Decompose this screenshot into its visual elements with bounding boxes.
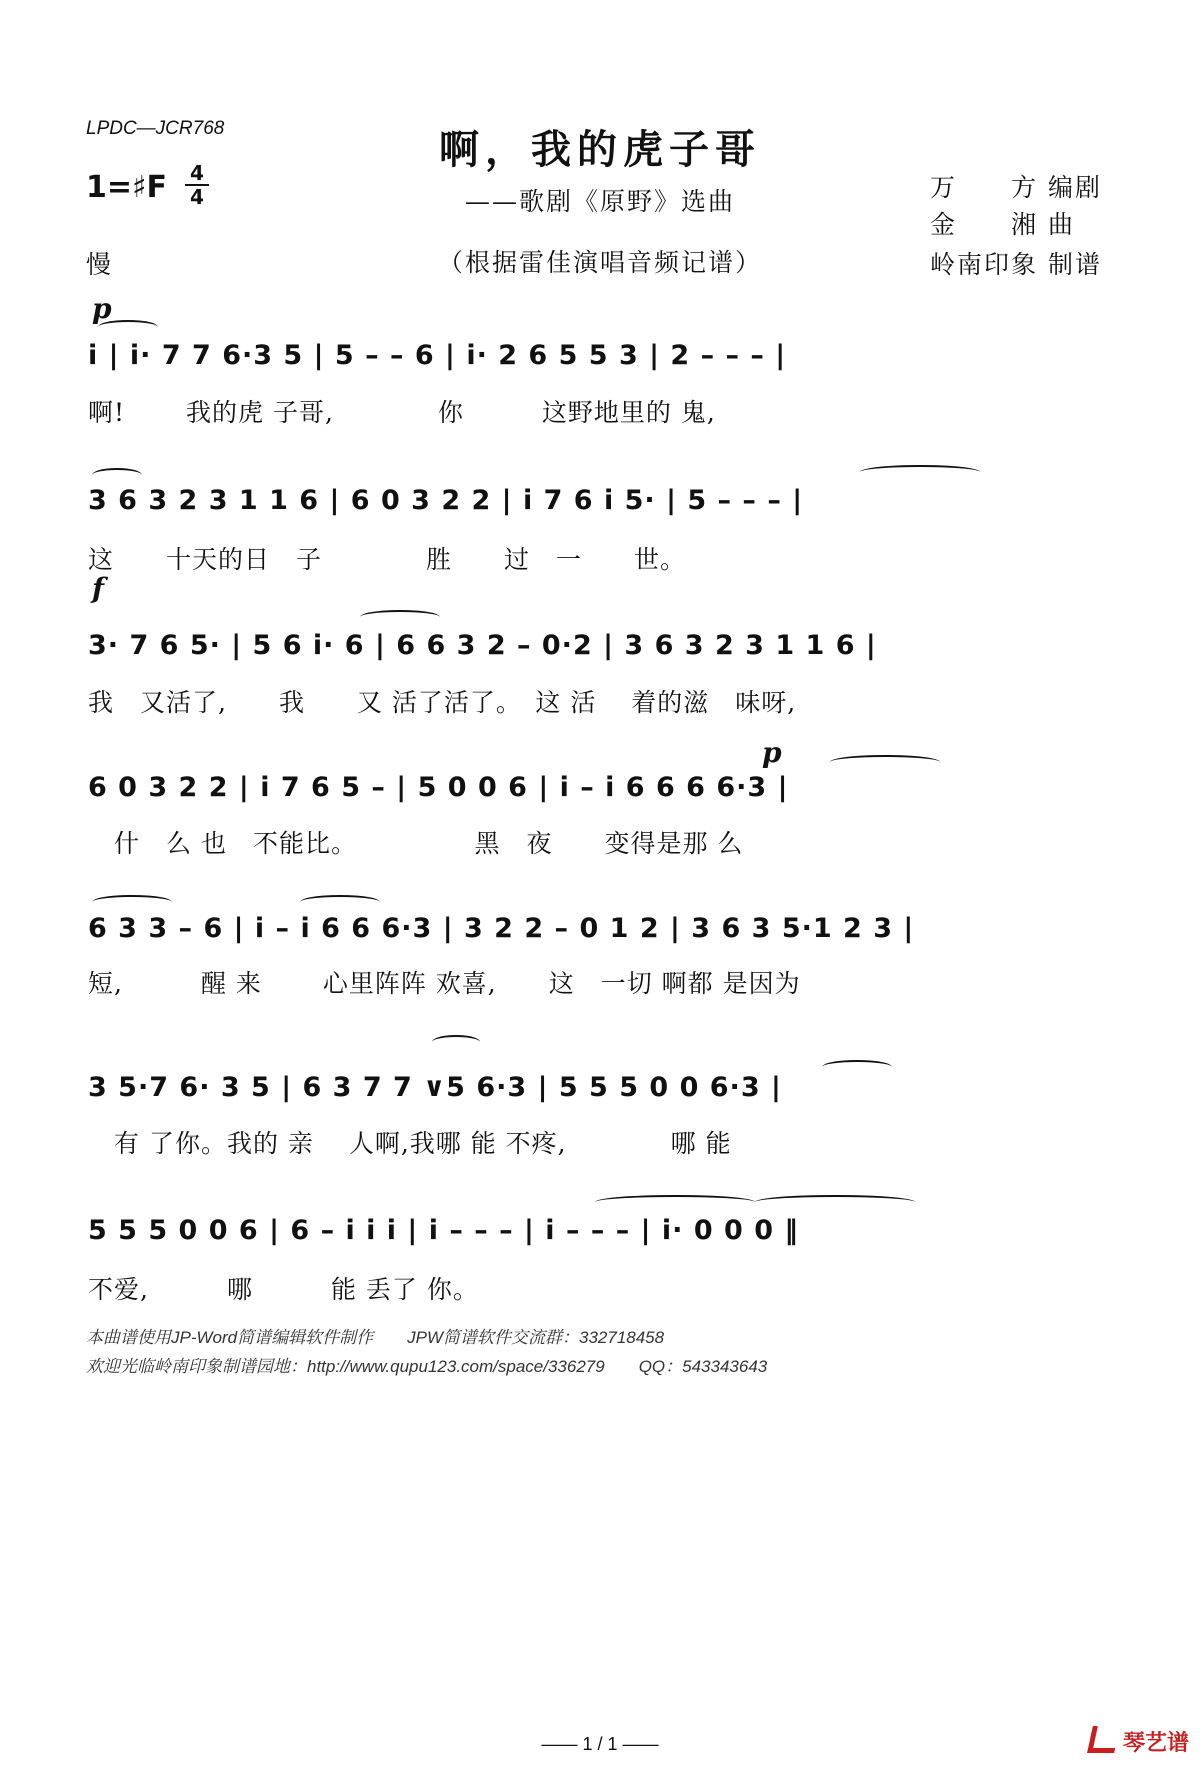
notation-line: 5 5 5 0 0 6 | 6 – i i i | i – – – | i – – – | i· 0 0 0 ‖: [88, 1215, 799, 1246]
footer-software-note: 本曲谱使用JP-Word简谱编辑软件制作 JPW简谱软件交流群：332718458: [86, 1328, 665, 1347]
notation-line: 6 3 3 – 6 | i – i 6 6 6·3 | 3 2 2 – 0 1 2 | 3 6 3 5·1 2 3 |: [88, 913, 915, 944]
logo-icon: [1087, 1726, 1120, 1753]
lyrics-line: 短, 醒 来 心里阵阵 欢喜, 这 一切 啊都 是因为: [88, 969, 801, 998]
dynamic-mark: p: [762, 736, 782, 769]
lyrics-line: 这 十天的日 子 胜 过 一 世。: [88, 545, 687, 574]
notation-line: 3 5·7 6· 3 5 | 6 3 7 7 ∨5 6·3 | 5 5 5 0 0 6·3 |: [88, 1072, 782, 1103]
tie: [595, 1195, 755, 1209]
lyrics-line: 不爱, 哪 能 丢了 你。: [88, 1275, 479, 1304]
logo-text: 琴艺谱: [1123, 1731, 1190, 1756]
song-subtitle: ——歌剧《原野》选曲: [464, 187, 735, 216]
lyrics-line: 有 了你。我的 亲 人啊,我哪 能 不疼, 哪 能: [88, 1129, 732, 1158]
notation-line: 3· 7 6 5· | 5 6 i· 6 | 6 6 3 2 – 0·2 | 3 6 3 2 3 1 1 6 |: [88, 630, 877, 661]
time-signature-top: 4: [190, 161, 204, 185]
score-code: LPDC—JCR768: [86, 118, 225, 139]
slur: [830, 755, 940, 769]
key-signature: 1=♯F: [86, 170, 168, 205]
slur: [92, 468, 142, 482]
notation-line: i | i· 7 7 6·3 5 | 5 – – 6 | i· 2 6 5 5 3 | 2 – – – |: [88, 340, 787, 371]
song-title: 啊，我的虎子哥: [439, 126, 761, 173]
time-signature: [185, 163, 209, 207]
notation-line: 3 6 3 2 3 1 1 6 | 6 0 3 2 2 | i 7 6 i 5· | 5 – – – |: [88, 485, 804, 516]
slur: [98, 320, 158, 334]
slur: [360, 610, 440, 624]
footer-website-note: 欢迎光临岭南印象制谱园地：http://www.qupu123.com/space/336279 QQ：543343643: [86, 1357, 768, 1376]
slur: [860, 465, 980, 479]
credit-writer: 万 方 编剧: [930, 173, 1102, 202]
notation-line: 6 0 3 2 2 | i 7 6 5 – | 5 0 0 6 | i – i 6 6 6 6·3 |: [88, 772, 789, 803]
lyrics-line: 我 又活了, 我 又 活了活了。 这 活 着的滋 味呀,: [88, 688, 797, 717]
slur: [432, 1035, 480, 1049]
dynamic-mark: f: [92, 572, 105, 605]
transcription-note: （根据雷佳演唱音频记谱）: [437, 248, 762, 277]
lyrics-line: 什 么 也 不能比。 黑 夜 变得是那 么: [88, 829, 744, 858]
credit-transcriber: 岭南印象 制谱: [930, 250, 1102, 279]
tempo-marking: 慢: [86, 250, 112, 279]
slur: [300, 895, 380, 909]
tie: [755, 1195, 915, 1209]
lyrics-line: 啊! 我的虎 子哥, 你 这野地里的 鬼,: [88, 398, 716, 427]
site-logo: [1090, 1726, 1189, 1757]
credit-composer: 金 湘 曲: [930, 210, 1075, 239]
slur: [92, 895, 172, 909]
dynamic-mark: p: [92, 292, 112, 325]
page-number: —— 1 / 1 ——: [541, 1734, 659, 1754]
time-signature-bottom: 4: [190, 185, 204, 209]
